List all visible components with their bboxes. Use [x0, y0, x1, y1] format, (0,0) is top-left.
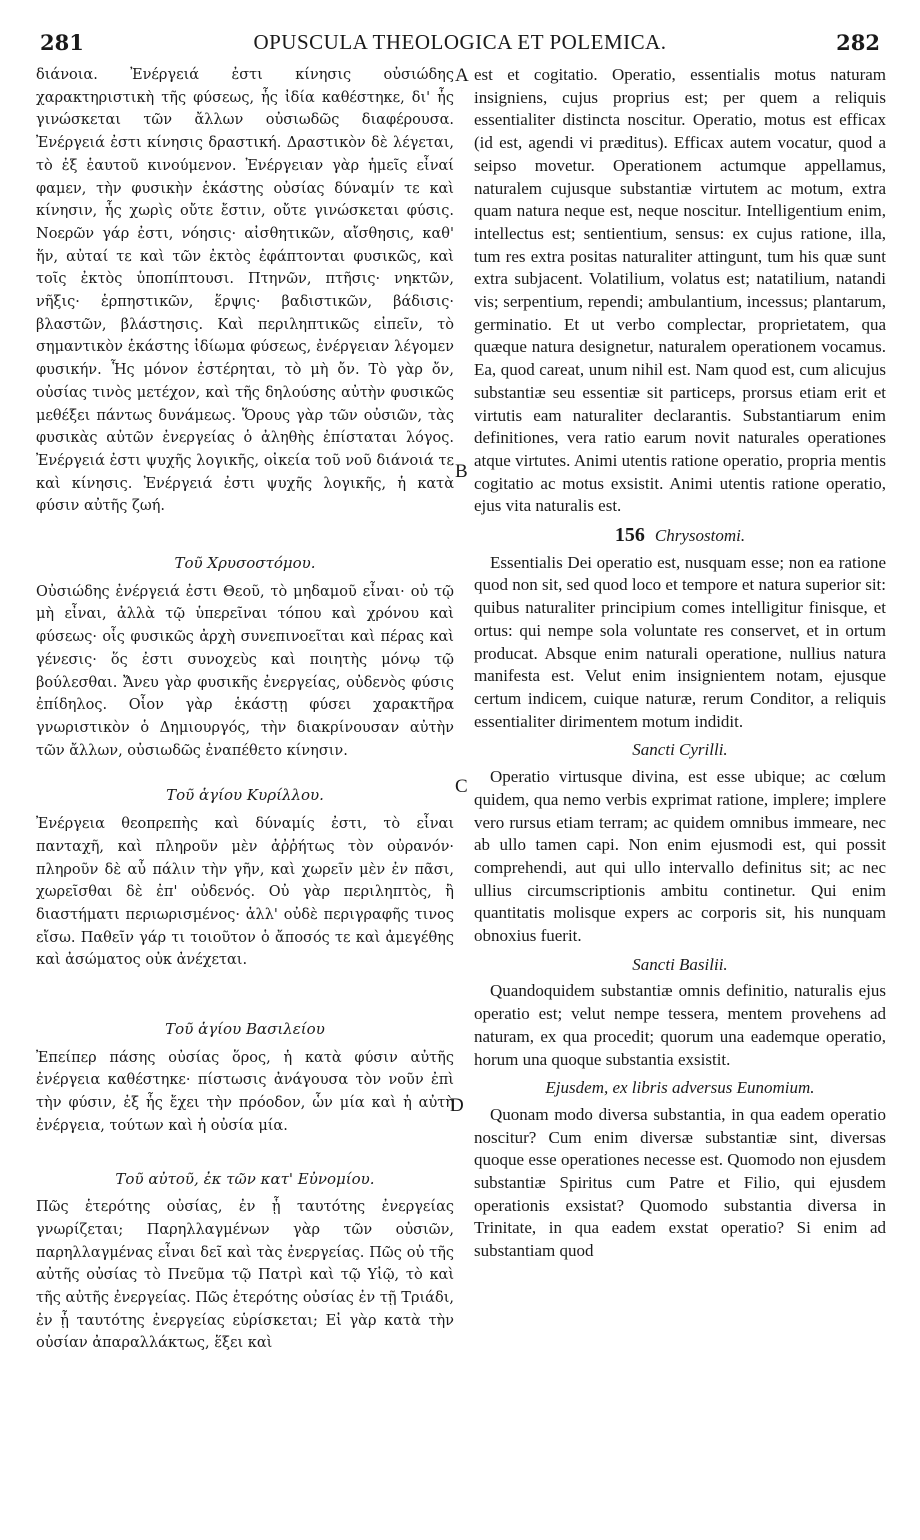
page-header: [36, 30, 884, 60]
latin-cyril-paragraph: Operatio virtusque divina, est esse ubique; ac cœlum quidem, qua nemo verbis exprimat ratione, implere; implere vero rursus etiam terram; ac quidem omnibus immeare, nec ab ullo tamen capi. Non enim ejusmodi est, qui possit comprehendi, aut qui ullo intervallo definitus sit; ac nec ullius circumscriptionis ambitu continetur. Qui enim quantitatis molisque expers ac corporis sit, his nunquam obnoxius fuerit.: [474, 767, 886, 946]
greek-intro-paragraph: διάνοια. Ἐνέργειά ἐστι κίνησις οὐσιώδης χαρακτηριστικὴ τῆς φύσεως, ἧς ἰδία καθέστηκε, δι' ἧς γινώσκεται τῶν ἄλλων οὐσιωδῶς διαφέρουσα. Ἐνέργειά ἐστι κίνησις δραστική. Δραστικὸν δὲ λέγεται, τὸ ἐξ ἑαυτοῦ κινούμενον. Ἐνέργειαν γὰρ ἡμεῖς εἶναί φαμεν, τὴν φυσικὴν ἑκάστης οὐσίας δύναμίν τε καὶ κίνησιν, ἧς χωρὶς οὔτε ἔστιν, οὔτε γινώσκεται φύσις. Νοερῶν γάρ ἐστι, νόησις· αἰσθητικῶν, αἴσθησις, καθ' ἥν, αὐταί τε καὶ τῶν ἐκτὸς ἐφάπτονται φυσικῶς, καὶ τοῖς ἐκτὸς ὑποπίπτουσι. Πτηνῶν, πτῆσις· νηκτῶν, νῆξις· ἑρπηστικῶν, ἕρψις· βαδιστικῶν, βάδισις· βλαστῶν, βλάστησις. Καὶ περιληπτικῶς εἰπεῖν, τὸ σημαντικὸν ἑκάστης ἰδίωμα φύσεως, ἐνέργειαν λέγομεν φυσικήν. Ἧς μόνον ἐστέρηται, τὸ μὴ ὄν. Τὸ γὰρ ὄν, οὐσίας τινὸς μετέχον, καὶ τῆς δηλούσης αὐτὴν φυσικῶς μεθέξει πάντως δυνάμεως. Ὅρους γὰρ τῶν οὐσιῶν, τὰς φυσικὰς αὐτῶν ἐνεργείας ὁ ἀληθὴς ἐπίσταται λόγος. Ἐνέργειά ἐστι ψυχῆς λογικῆς, οἰκεία τοῦ νοῦ διάνοιά τε καὶ κίνησις. Ἐνέργειά ἐστι ψυχῆς λογικῆς, ἡ κατὰ φύσιν αὐτῆς ζωή.: [36, 67, 454, 515]
running-title: OPUSCULA THEOLOGICA ET POLEMICA.: [253, 30, 667, 54]
page-number-left: 281: [40, 30, 84, 55]
greek-heading-basil: Τοῦ ἁγίου Βασιλείου: [165, 1020, 325, 1039]
greek-column: [36, 64, 454, 1524]
latin-basil-paragraph: Quandoquidem substantiæ omnis definitio, naturalis ejus operatio est; velut nempe tessera, mentem provehens ad naturam, ex qua procedit; quorum una eademque operatio, horum una quoque substantia exsistit.: [474, 981, 886, 1069]
latin-heading-chrysostom-label: Chrysostomi.: [654, 526, 746, 546]
latin-heading-cyril: Sancti Cyrilli.: [632, 740, 728, 760]
page-number-right: 282: [836, 30, 880, 55]
latin-intro-paragraph: est et cogitatio. Operatio, essentialis motus naturam insigniens, cujus proprius est; per quem a reliquis essentialiter distincta noscitur. Operatio, motus est efficax (id est, agendi vi præditus). Efficax autem vocatur, quod a seipso movetur. Operationem actumque appellamus, naturalem cujusque substantiæ virtutem ac motum, extra quam natura neque est, neque noscitur. Intelligentium enim, intellectus est; sentientium, sensus: ex cujus ratione, illa, tum res extra positas naturaliter attingunt, tum his quæ sunt extra subjacent. Volatilium, volatus est; natatilium, natandi vis; serpentium, rependi; ambulantium, incessus; plantarum, germinatio. Et ut verbo complectar, proprietatem, qua quæque natura designetur, naturalem operationem vocamus. Ea, quod careat, unum nihil est. Nam quod est, cum alicujus substantiæ seu essentiæ sit particeps, prorsus etiam erit et virtutis eam naturaliter declarantis. Substantiarum enim definitiones, vera ratio earum novit naturales operationes atque virtutes. Animi utentis ratione operatio, propria mentis cogitatio ac motus exsistit. Animi utentis ratione operatio, ejus vita naturalis est.: [474, 65, 886, 516]
margin-marker-c: C: [455, 776, 468, 797]
greek-basil-paragraph: Ἐπείπερ πάσης οὐσίας ὅρος, ἡ κατὰ φύσιν αὐτῆς ἐνέργεια καθέστηκε· πίστωσις ἀνάγουσα τὸν νοῦν ἐπὶ τὴν φύσιν, ἐξ ἧς ἔχει τὴν πρόοδον, ὧν μία καὶ ἡ αὐτὴ ἐνέργεια, τούτων καὶ ἡ οὐσία μία.: [36, 1049, 454, 1134]
greek-chrysostom-paragraph: Οὐσιώδης ἐνέργειά ἐστι Θεοῦ, τὸ μηδαμοῦ εἶναι· οὐ τῷ μὴ εἶναι, ἀλλὰ τῷ ὑπερεῖναι τόπου καὶ χρόνου καὶ φύσεως· οἷς φυσικῶς ἀρχὴ συνεπινοεῖται καὶ πέρας καὶ γένεσις· ὅς ἐστι συνοχεὺς καὶ ποιητὴς μόνῳ τῷ βούλεσθαι. Ἄνευ γὰρ φυσικῆς ἐνεργείας, οὐδενὸς φύσις ἐπίδηλος. Οἷον γὰρ ἑκάστῃ φύσει χαρακτῆρα γνωριστικὸν ὁ Δημιουργός, τὴν διακρίνουσαν αὐτὴν τῶν ἄλλων, οὐσιωδῶς ἐναπέθετο κίνησιν.: [36, 583, 454, 759]
latin-chrysostom-paragraph: Essentialis Dei operatio est, nusquam esse; non ea ratione quod non sit, sed quod loco et tempore et natura superior sit: quibus naturaliter principium comes intelligitur finisque, et ortus: qui nempe sola voluntate res conservet, et in ortum producat. Absque enim naturali operatione, nullius natura manifesta est. Velut enim insignientem notam, ejusque certum indicem, cuique naturæ, rerum Conditor, a reliquis essentialiter dirimentem motum indidit.: [474, 552, 886, 731]
greek-eunomius-paragraph: Πῶς ἑτερότης οὐσίας, ἐν ᾗ ταυτότης ἐνεργείας γνωρίζεται; Παρηλλαγμένων γὰρ τῶν οὐσιῶν, παρηλλαγμένας εἶναι δεῖ καὶ τὰς ἐνεργείας. Πῶς οὐ τῆς αὐτῆς οὐσίας τὸ Πνεῦμα τῷ Πατρὶ καὶ τῷ Υἱῷ, τὸ καὶ τῆς αὐτῆς ἐνεργείας. Πῶς ἑτερότης οὐσίας ἐν τῇ Τριάδι, ἐν ᾗ ταυτότης ἐνεργείας εὑρίσκεται; Εἰ γὰρ κατὰ τὴν οὐσίαν ἀπαραλλάκτως, ἕξει καὶ: [36, 1199, 454, 1352]
margin-marker-a: A: [455, 65, 469, 86]
latin-heading-eunomius: Ejusdem, ex libris adversus Eunomium.: [545, 1078, 815, 1098]
latin-eunomius-paragraph: Quonam modo diversa substantia, in qua eadem operatio noscitur? Cum enim diversæ substantiæ sint, diversas quoque esse operationes necesse est. Quomodo non ejusdem substantiæ Spiritus cum Patre et Filio, qui ejusdem operationis exsistat? Quomodo substantia diversa in Trinitate, in qua eadem exstat operatio? Si enim ad substantiam quod: [474, 1104, 886, 1261]
column-number: 156: [614, 524, 645, 547]
greek-heading-chrysostom: Τοῦ Χρυσοστόμου.: [174, 554, 316, 573]
latin-heading-basil: Sancti Basilii.: [632, 954, 728, 974]
greek-heading-cyril: Τοῦ ἁγίου Κυρίλλου.: [166, 786, 324, 805]
greek-cyril-paragraph: Ἐνέργεια θεοπρεπὴς καὶ δύναμίς ἐστι, τὸ εἶναι πανταχῆ, καὶ πληροῦν μὲν ἀῤῥήτως τὸν οὐρανόν· πληροῦν δὲ αὖ πάλιν τὴν γῆν, καὶ χωρεῖν μὲν ἐν πᾶσι, χωρεῖσθαι δὲ ἐπ' οὐδενός. Οὐ γὰρ περιληπτὸς, ἢ διαστήματι περιωρισμένος· ἀλλ' οὐδὲ περιγραφῆς τινος εἴσω. Παθεῖν γάρ τι τοιοῦτον ὁ ἄποσός τε καὶ ἀμεγέθης καὶ ἀσώματος οὐκ ἀνέχεται.: [36, 816, 454, 969]
margin-marker-d: D: [450, 1095, 464, 1116]
margin-marker-b: B: [455, 461, 468, 482]
latin-heading-chrysostom: [474, 524, 886, 548]
greek-heading-eunomius: Τοῦ αὐτοῦ, ἐκ τῶν κατ' Εὐνομίου.: [115, 1169, 375, 1188]
latin-column: [474, 64, 886, 1524]
